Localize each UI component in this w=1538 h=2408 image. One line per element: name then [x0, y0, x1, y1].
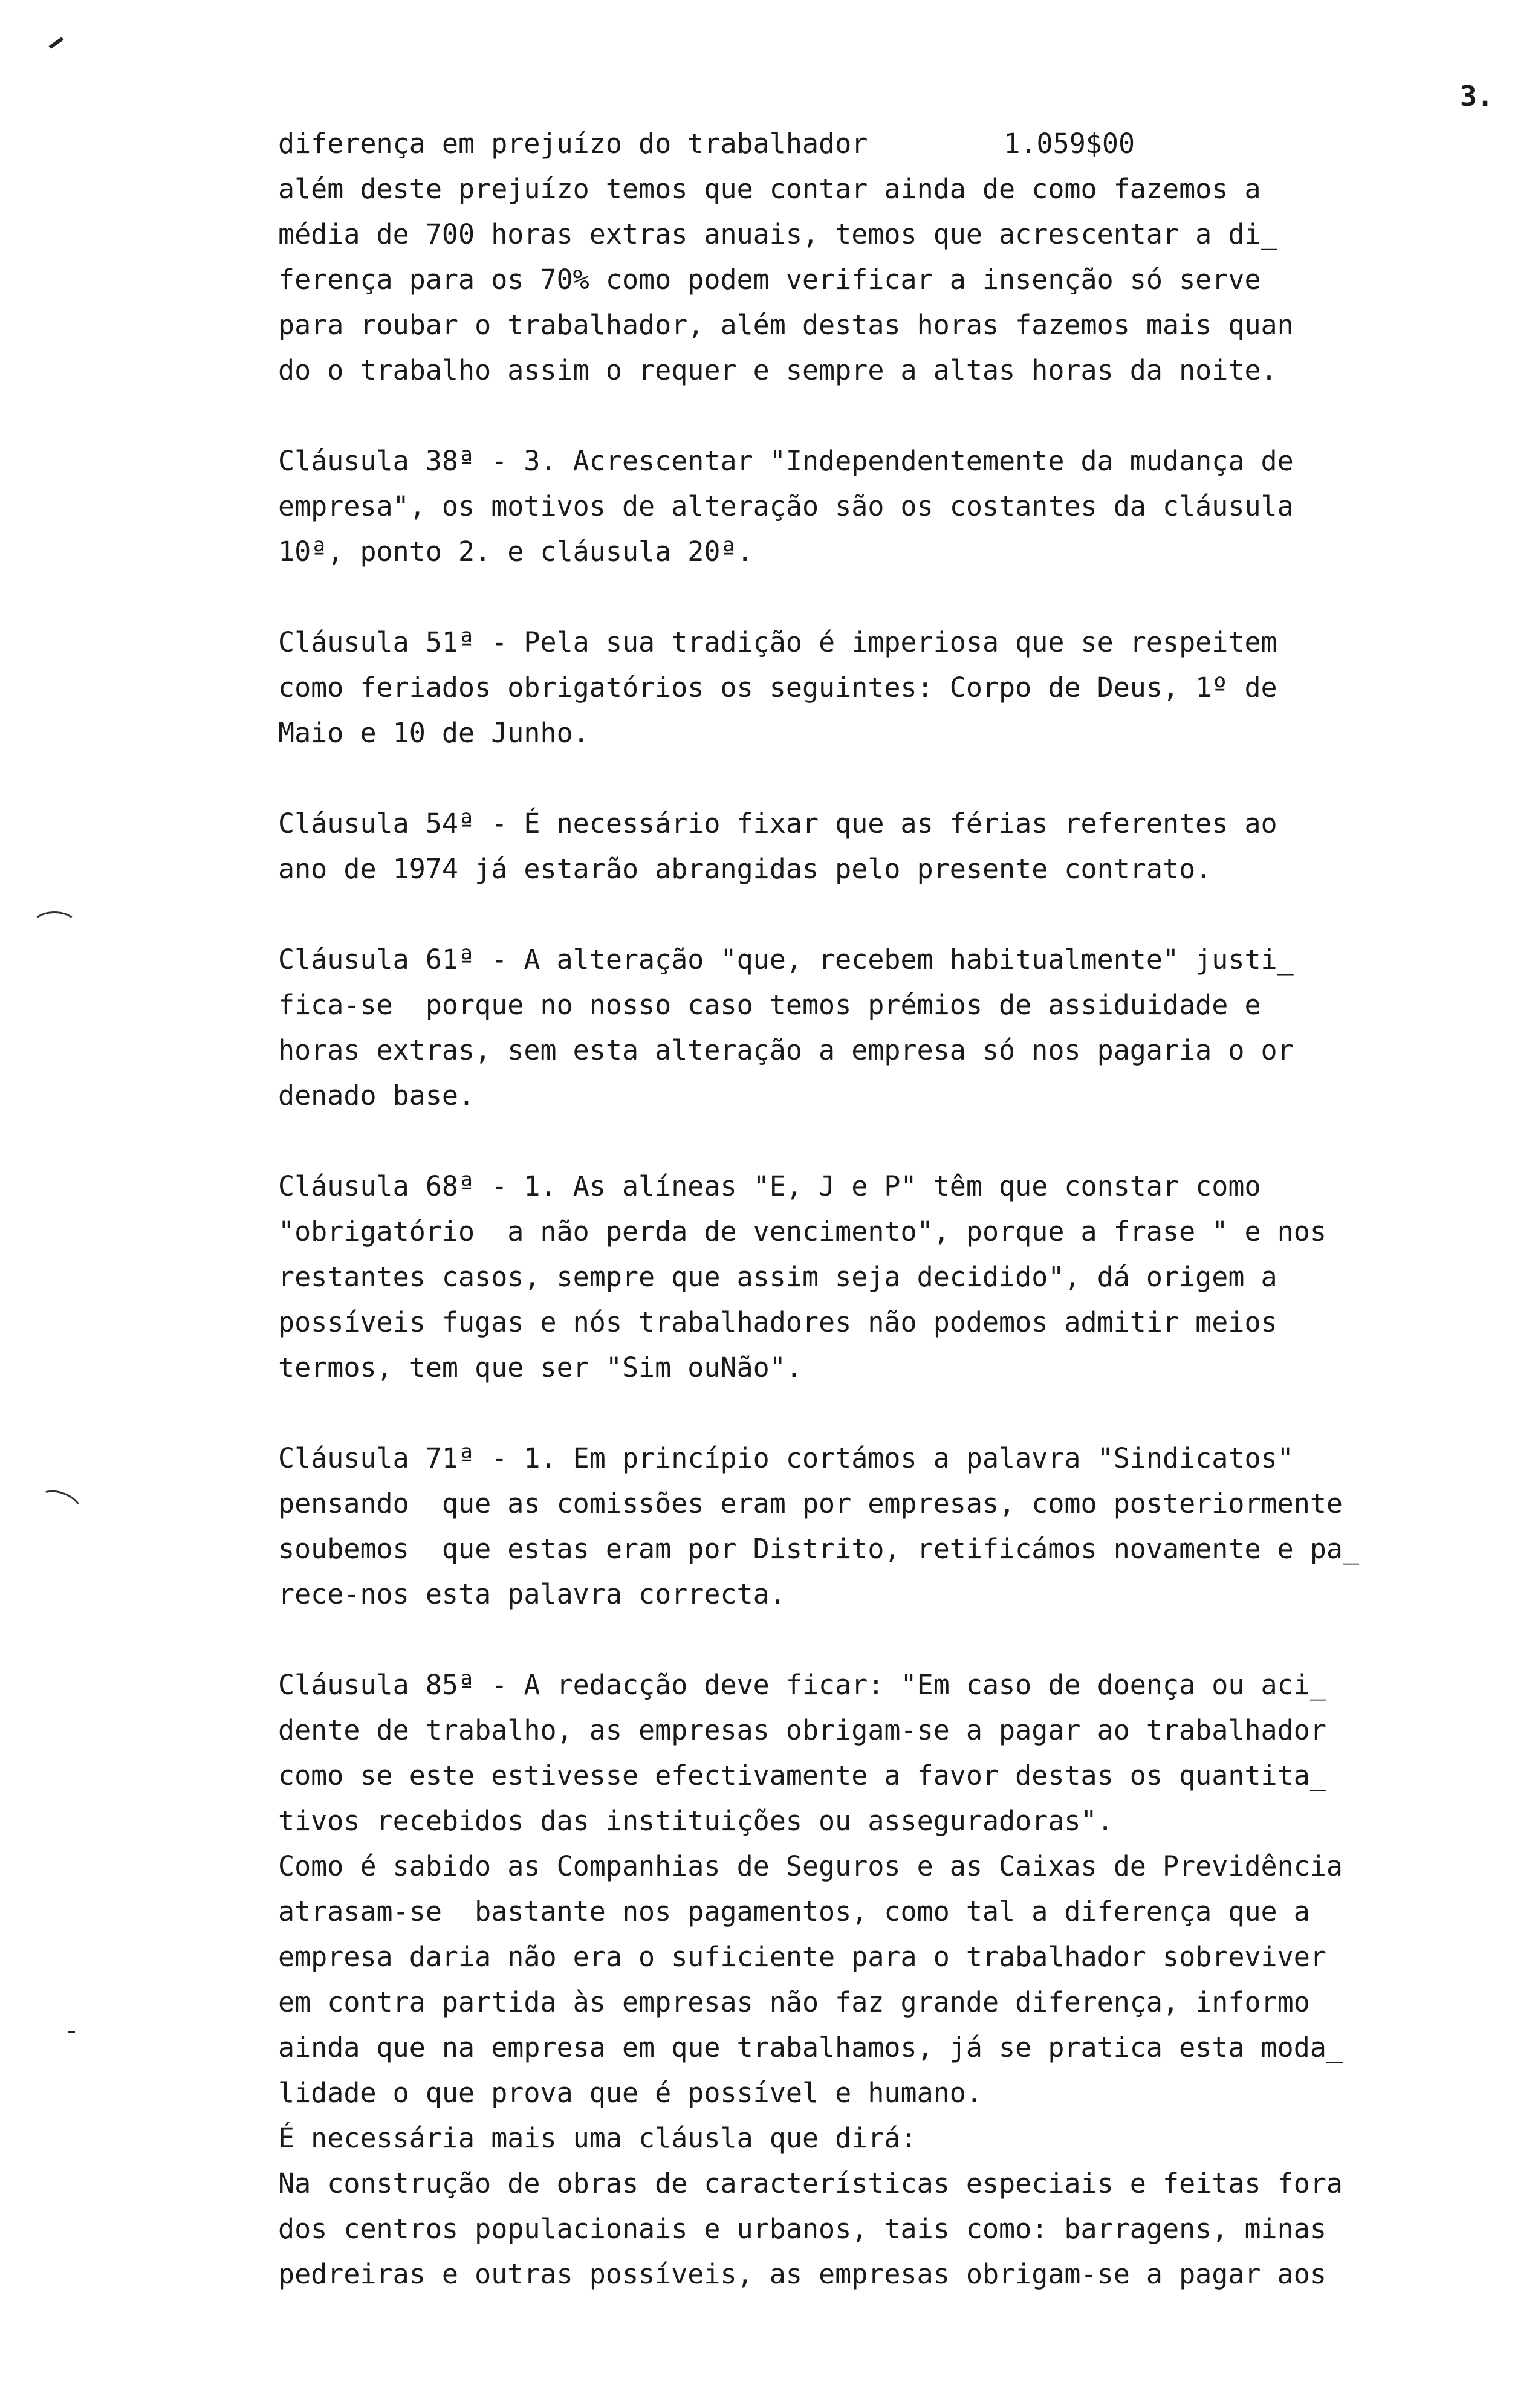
paragraph-line: além deste prejuízo temos que contar ainda de como fazemos a	[278, 173, 1261, 205]
paragraph-line: Cláusula 85ª - A redacção deve ficar: "Em caso de doença ou aci_	[278, 1669, 1326, 1701]
paragraph-line: Cláusula 38ª - 3. Acrescentar "Independentemente da mudança de	[278, 445, 1294, 477]
paragraph-line: 10ª, ponto 2. e cláusula 20ª.	[278, 536, 753, 568]
paragraph	[278, 1164, 1475, 1390]
scan-arc	[31, 911, 77, 939]
paragraph	[278, 438, 1475, 574]
paragraph-line: ainda que na empresa em que trabalhamos, já se pratica esta moda_	[278, 2031, 1343, 2063]
paragraph-line: para roubar o trabalhador, além destas horas fazemos mais quan	[278, 309, 1294, 341]
scan-speck	[68, 2031, 75, 2033]
paragraph	[278, 620, 1475, 756]
scan-arc	[33, 1484, 85, 1526]
paragraph-line: rece-nos esta palavra correcta.	[278, 1578, 786, 1610]
paragraph-line: Cláusula 61ª - A alteração "que, recebem habitualmente" justi_	[278, 943, 1294, 976]
paragraph-line: empresa daria não era o suficiente para o trabalhador sobreviver	[278, 1941, 1326, 1973]
paragraph-line: termos, tem que ser "Sim ouNão".	[278, 1351, 802, 1384]
page-number: 3.	[1460, 80, 1494, 112]
paragraph-line: Na construção de obras de características especiais e feitas fora	[278, 2167, 1343, 2199]
paragraph	[278, 1662, 1475, 2297]
paragraph	[278, 1435, 1475, 1617]
paragraph-line: denado base.	[278, 1079, 475, 1112]
paragraph-line: em contra partida às empresas não faz grande diferença, informo	[278, 1986, 1310, 2018]
paragraph	[278, 801, 1475, 892]
paragraph	[278, 937, 1475, 1118]
paragraph-line: ano de 1974 já estarão abrangidas pelo presente contrato.	[278, 853, 1212, 885]
paragraph-line: ferença para os 70% como podem verificar a insenção só serve	[278, 264, 1261, 296]
paragraph-line: Como é sabido as Companhias de Seguros e as Caixas de Previdência	[278, 1850, 1343, 1882]
paragraph-line: dos centros populacionais e urbanos, tais como: barragens, minas	[278, 2213, 1326, 2245]
paragraph-line: Maio e 10 de Junho.	[278, 717, 589, 749]
paragraph-line: possíveis fugas e nós trabalhadores não podemos admitir meios	[278, 1306, 1277, 1338]
paragraph-line: pedreiras e outras possíveis, as empresas obrigam-se a pagar aos	[278, 2258, 1326, 2290]
document-body	[278, 121, 1475, 2297]
paragraph-line: pensando que as comissões eram por empresas, como posteriormente	[278, 1487, 1343, 1520]
paragraph-line: do o trabalho assim o requer e sempre a altas horas da noite.	[278, 354, 1277, 386]
paragraph-line: horas extras, sem esta alteração a empresa só nos pagaria o or	[278, 1034, 1294, 1066]
paragraph	[278, 121, 1475, 393]
paragraph-line	[278, 121, 1475, 166]
paragraph-line: É necessária mais uma cláusla que dirá:	[278, 2122, 917, 2154]
paragraph-line: como feriados obrigatórios os seguintes: Corpo de Deus, 1º de	[278, 672, 1277, 704]
paragraph-line: soubemos que estas eram por Distrito, retificámos novamente e pa_	[278, 1533, 1360, 1565]
paragraph-line: tivos recebidos das instituições ou asseguradoras".	[278, 1805, 1114, 1837]
paragraph-line: lidade o que prova que é possível e humano.	[278, 2077, 982, 2109]
paragraph-line: como se este estivesse efectivamente a favor destas os quantita_	[278, 1759, 1326, 1791]
paragraph-line: média de 700 horas extras anuais, temos que acrescentar a di_	[278, 218, 1277, 250]
paragraph-line: Cláusula 54ª - É necessário fixar que as férias referentes ao	[278, 808, 1277, 840]
paragraph-line: atrasam-se bastante nos pagamentos, como tal a diferença que a	[278, 1895, 1310, 1927]
line-text: diferença em prejuízo do trabalhador	[278, 128, 868, 160]
paragraph-line: Cláusula 51ª - Pela sua tradição é imperiosa que se respeitem	[278, 626, 1277, 658]
paragraph-line: empresa", os motivos de alteração são os costantes da cláusula	[278, 490, 1294, 522]
paragraph-line: dente de trabalho, as empresas obrigam-se a pagar ao trabalhador	[278, 1714, 1326, 1746]
amount-value: 1.059$00	[1004, 128, 1135, 160]
paragraph-line: Cláusula 68ª - 1. As alíneas "E, J e P" têm que constar como	[278, 1170, 1261, 1202]
paragraph-line: restantes casos, sempre que assim seja decidido", dá origem a	[278, 1261, 1277, 1293]
scan-speck	[49, 37, 64, 49]
paragraph-line: Cláusula 71ª - 1. Em princípio cortámos a palavra "Sindicatos"	[278, 1442, 1294, 1474]
paragraph-line: fica-se porque no nosso caso temos prémios de assiduidade e	[278, 989, 1261, 1021]
paragraph-line: "obrigatório a não perda de vencimento", porque a frase " e nos	[278, 1215, 1326, 1248]
